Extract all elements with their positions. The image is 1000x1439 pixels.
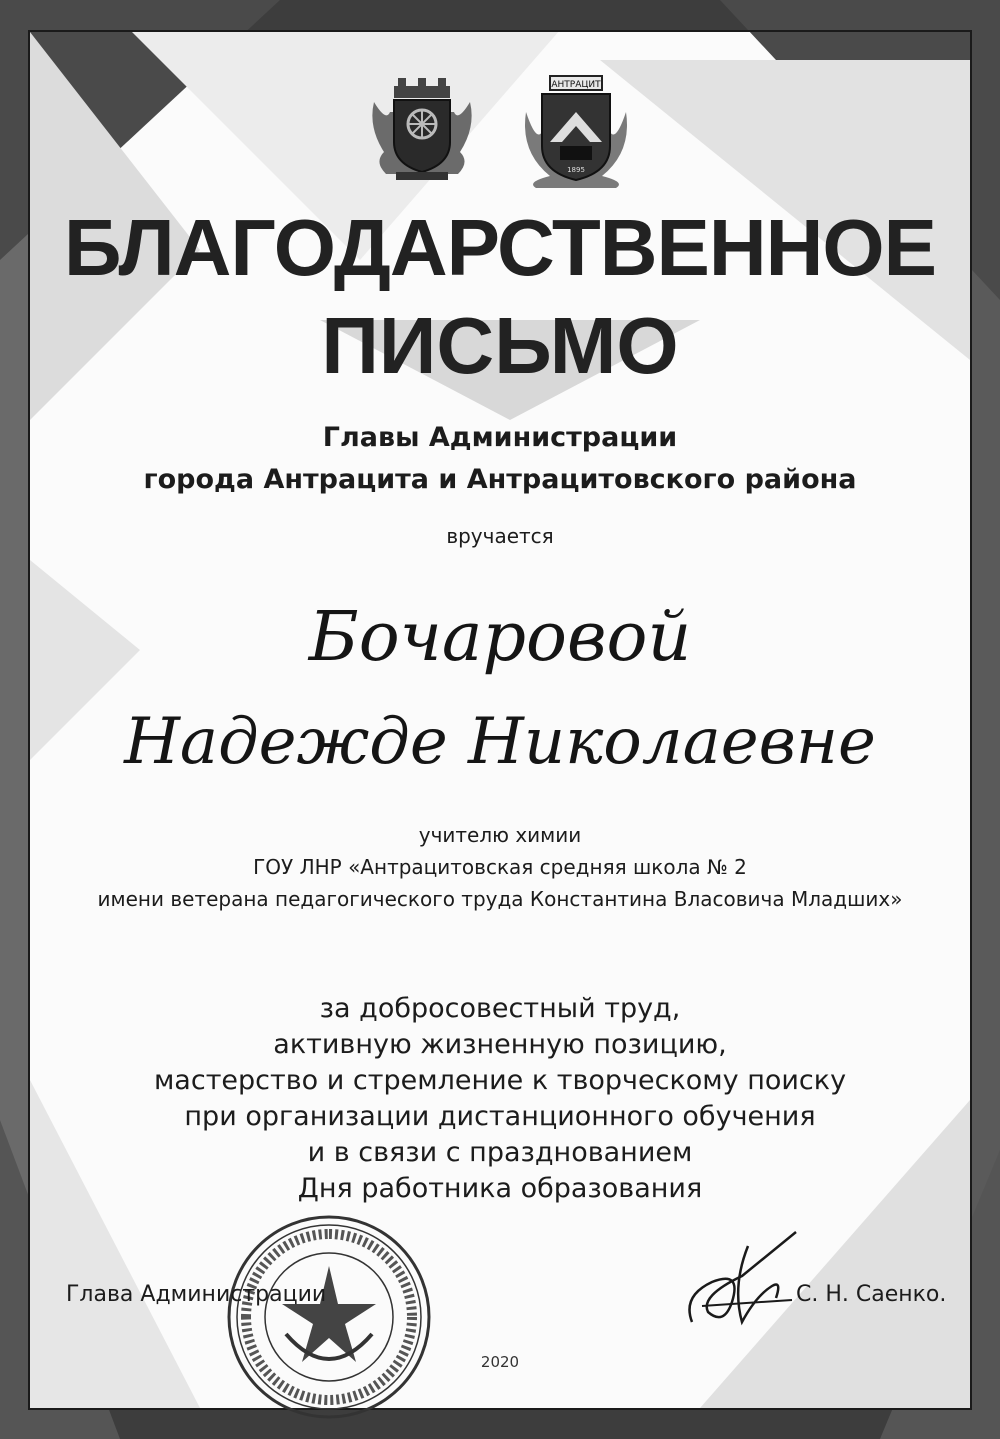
- title-line-2: ПИСЬМО: [321, 301, 679, 390]
- emblem-year-text: 1895: [567, 166, 585, 174]
- handwritten-signature-icon: [672, 1226, 812, 1336]
- reason-line: и в связи с празднованием: [307, 1137, 693, 1168]
- recipient-position: учителю химии: [418, 823, 582, 847]
- signatory-name: С. Н. Саенко.: [796, 1282, 947, 1307]
- reason-line: при организации дистанционного обучения: [184, 1101, 816, 1132]
- reason-line: за добросовестный труд,: [319, 993, 681, 1024]
- reason-line: Дня работника образования: [297, 1173, 703, 1204]
- city-coat-of-arms-icon: [366, 72, 478, 184]
- emblem-banner-text: АНТРАЦИТ: [551, 80, 601, 90]
- school-line-2: имени ветерана педагогического труда Константина Власовича Младших»: [97, 887, 903, 911]
- city-shield-emblem-icon: [520, 72, 632, 190]
- reason-line: активную жизненную позицию,: [273, 1029, 727, 1060]
- official-round-seal-icon: [226, 1214, 432, 1420]
- signatory-position: Глава Администрации: [66, 1282, 327, 1307]
- issuer-line-1: Главы Администрации: [322, 422, 678, 453]
- recipient-surname: Бочаровой: [308, 598, 692, 677]
- recipient-given-names: Надежде Николаевне: [124, 705, 876, 779]
- awarded-label: вручается: [446, 524, 554, 548]
- document-year: 2020: [480, 1353, 520, 1371]
- title-line-1: БЛАГОДАРСТВЕННОЕ: [64, 203, 936, 292]
- issuer-line-2: города Антрацита и Антрацитовского района: [143, 464, 857, 495]
- school-line-1: ГОУ ЛНР «Антрацитовская средняя школа № 2: [253, 855, 747, 879]
- reason-line: мастерство и стремление к творческому поиску: [153, 1065, 847, 1096]
